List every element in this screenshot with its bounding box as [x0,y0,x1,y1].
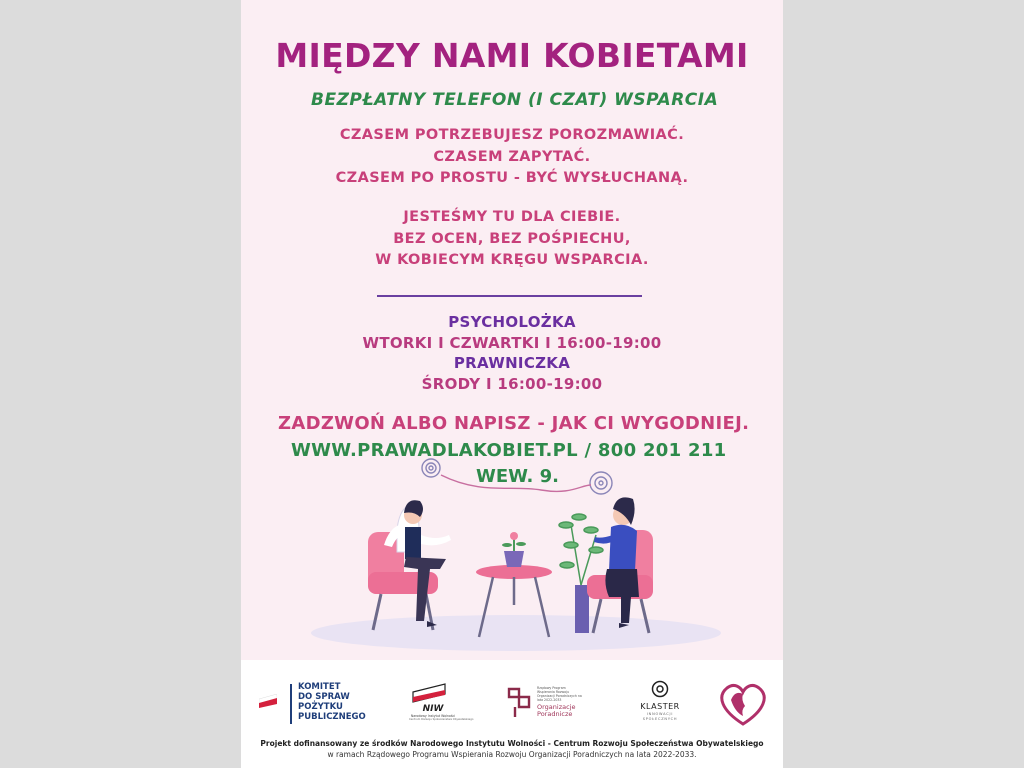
komitet-line: PUBLICZNEGO [298,712,366,722]
phone-extension: WEW. 9. [476,466,560,487]
support-line: BEZ OCEN, BEZ POŚPIECHU, [393,230,631,247]
call-to-action: ZADZWOŃ ALBO NAPISZ - JAK CI WYGODNIEJ. [278,413,750,434]
klaster-sub2: SPOŁECZNYCH [642,717,678,721]
speech-swirl-icon [422,459,612,494]
klaster-icon [651,680,669,698]
flower-icon [510,532,518,540]
klaster-logo [635,680,685,722]
klaster-name: KLASTER [640,702,680,711]
niw-sub: Centrum Rozwoju Społeczeństwa Obywatelskiego [409,718,474,721]
sponsors-footer [241,660,783,768]
program-logo-icon [507,685,533,719]
lawyer-title: PRAWNICZKA [453,354,571,372]
intro-line: CZASEM ZAPYTAĆ. [433,148,591,165]
support-text [241,207,783,272]
intro-line: CZASEM PO PROSTU - BYĆ WYSŁUCHANĄ. [335,170,689,186]
komitet-line: POŻYTKU [298,702,343,712]
komitet-line: DO SPRAW [298,692,350,702]
poster-title: MIĘDZY NAMI KOBIETAMI [275,36,749,75]
intro-text [241,125,783,190]
komitet-logo [298,682,366,722]
program-brand: Organizacje Poradnicze [537,703,576,718]
section-divider [377,295,642,297]
contact-line: WWW.PRAWADLAKOBIET.PL / 800 201 211 [291,440,727,461]
program-logo [537,686,583,718]
niw-mark: NIW [422,704,444,714]
funding-bold: Projekt dofinansowany ze środków Narodowego Instytutu Wolności - Centrum Rozwoju Społeczeństwa Obywatelskiego [260,739,764,748]
niw-logo [409,682,474,721]
intro-line: CZASEM POTRZEBUJESZ POROZMAWIAĆ. [339,127,685,143]
klaster-sub1: INNOWACJI [646,712,674,716]
funding-note [241,738,783,760]
komitet-bar [290,684,292,724]
woman-right [594,497,639,628]
poster [241,0,783,768]
poland-flag-icon [259,694,277,708]
psychologist-hours: WTORKI I CZWARTKI I 16:00-19:00 [362,334,662,352]
komitet-line: KOMITET [298,682,341,692]
lawyer-hours: ŚRODY I 16:00-19:00 [421,375,603,393]
funding-regular: w ramach Rządowego Programu Wspierania Rozwoju Organizacji Poradniczych na lata 2022-2033. [327,750,697,759]
floor-shadow [311,615,721,651]
poster-subtitle: BEZPŁATNY TELEFON (I CZAT) WSPARCIA [311,90,719,110]
psychologist-title: PSYCHOLOŻKA [448,313,576,331]
program-caption: Rządowy Program Wspierania Rozwoju Organizacji Poradniczych na lata 2022-2033 [537,686,582,702]
flower-pot [504,551,524,567]
heart-woman-icon [717,680,769,728]
niw-caption: Narodowy Instytut Wolności [410,714,456,718]
support-line: JESTEŚMY TU DLA CIEBIE. [403,209,621,225]
support-line: W KOBIECYM KRĘGU WSPARCIA. [375,252,649,268]
conversation-illustration [241,445,783,665]
